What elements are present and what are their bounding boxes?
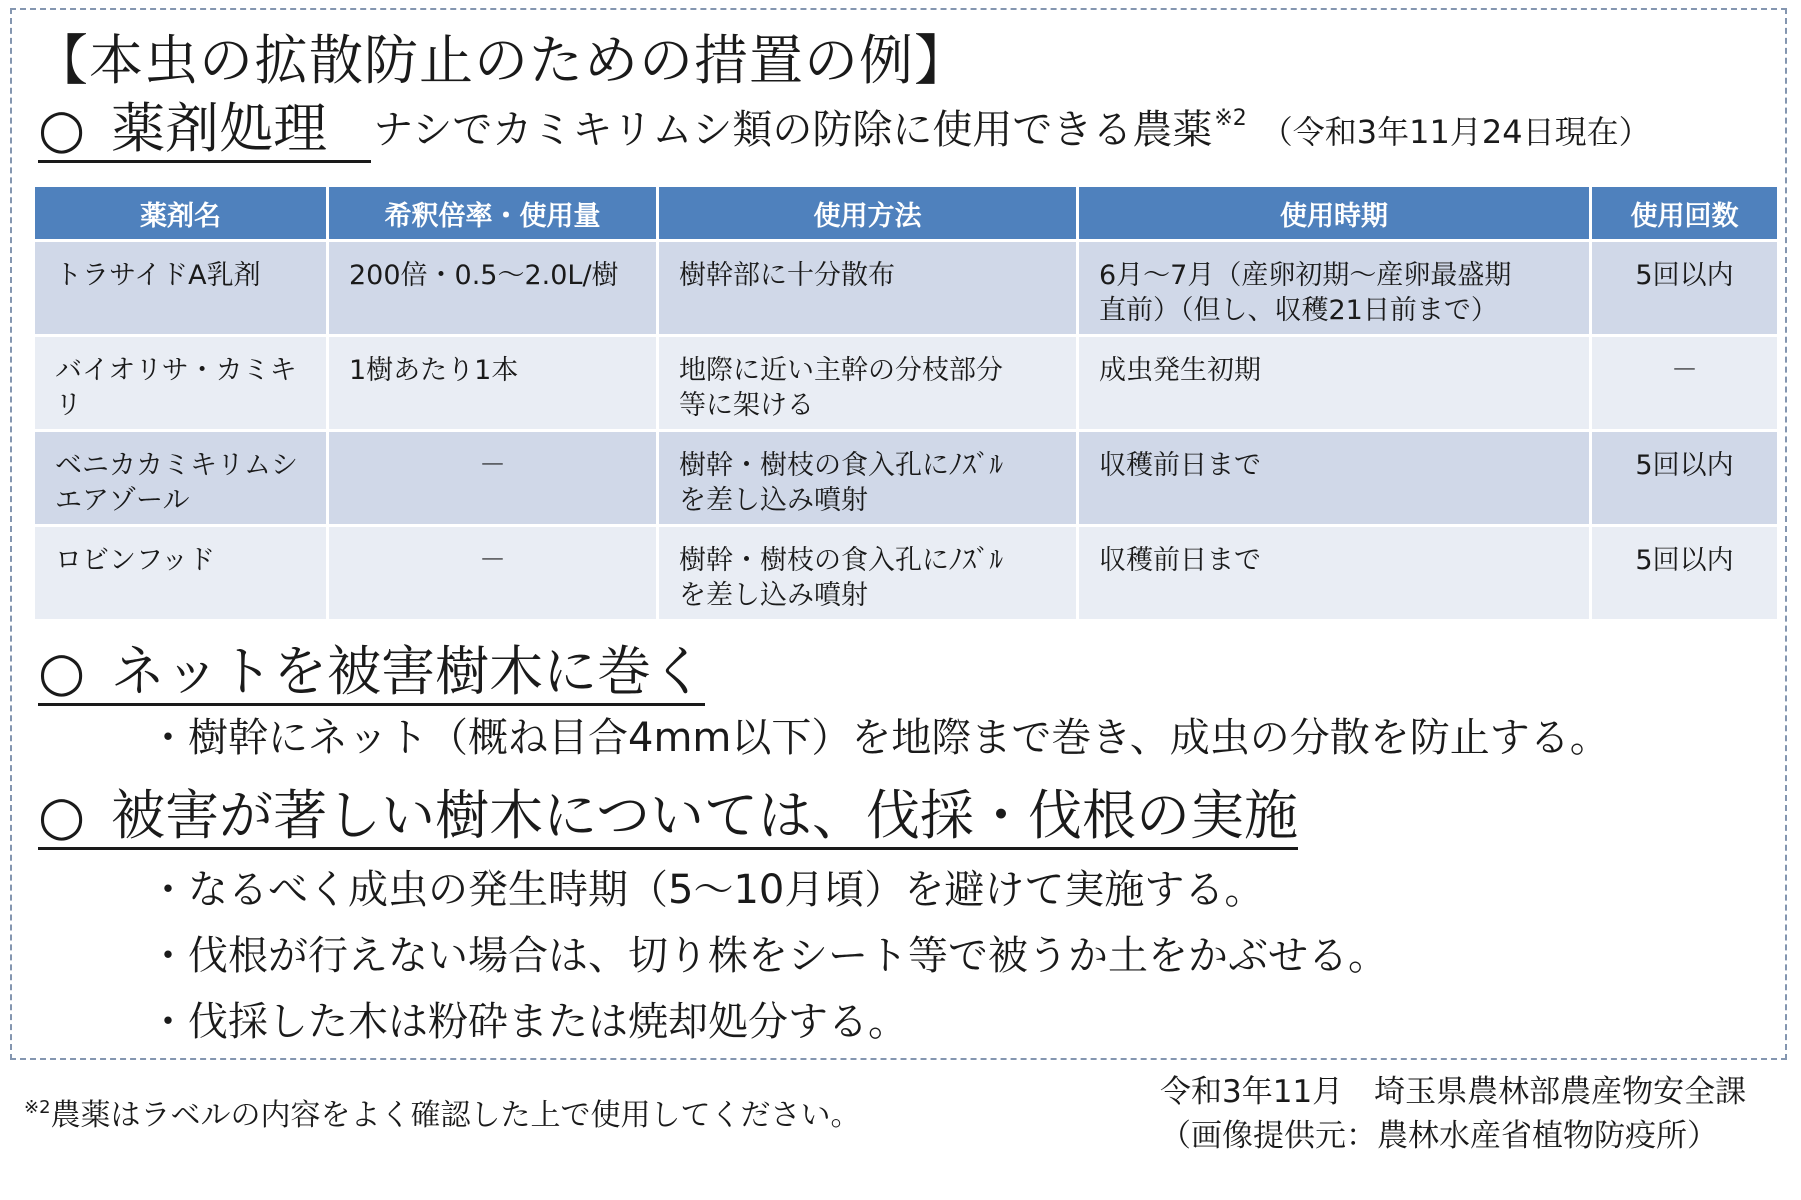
table-header-row (35, 187, 1777, 239)
cell-line: 5回以内 (1635, 260, 1734, 291)
cell-line: 地際に近い主幹の分枝部分 (679, 355, 1003, 386)
cell-chemical-name (35, 337, 326, 429)
pesticide-table (32, 184, 1780, 622)
cell-line: 200倍・0.5～2.0L/樹 (349, 260, 619, 291)
cell-line: 等に架ける (679, 390, 814, 421)
cell-count (1592, 337, 1777, 429)
cell-line: 5回以内 (1635, 545, 1734, 576)
cell-chemical-name (35, 242, 326, 334)
cell-line: 成虫発生初期 (1099, 355, 1261, 386)
cell-timing (1079, 242, 1589, 334)
cell-line: － (479, 450, 506, 481)
cell-count (1592, 242, 1777, 334)
credit-block (1160, 1070, 1746, 1158)
section-heading (38, 642, 705, 706)
circle-bullet: ○ (38, 784, 86, 847)
circle-bullet: ○ (38, 640, 86, 703)
section-subtitle (373, 98, 1650, 155)
header-timing: 使用時期 (1079, 187, 1589, 239)
section-heading-text: 薬剤処理 (111, 97, 328, 160)
as-of-date: （令和3年11月24日現在） (1260, 113, 1651, 151)
cell-count (1592, 527, 1777, 619)
section-heading (38, 786, 1298, 850)
bullet-item: ・伐採した木は粉砕または焼却処分する。 (148, 999, 908, 1045)
table-row (35, 337, 1777, 429)
section-heading-text: 被害が著しい樹木については、伐採・伐根の実施 (111, 784, 1299, 847)
footnote-mark: ※2 (24, 1097, 51, 1118)
header-method: 使用方法 (659, 187, 1076, 239)
cell-count (1592, 432, 1777, 524)
subtitle-text: ナシでカミキリムシ類の防除に使用できる農薬 (373, 107, 1213, 153)
cell-timing (1079, 432, 1589, 524)
cell-line: ベニカカミキリムシ (55, 450, 298, 481)
cell-line: を差し込み噴射 (679, 485, 868, 516)
cell-line: ロビンフッド (55, 545, 216, 576)
bullet-item: ・なるべく成虫の発生時期（5～10月頃）を避けて実施する。 (148, 867, 1265, 913)
cell-line: 樹幹部に十分散布 (679, 260, 895, 291)
footnote-text: 農薬はラベルの内容をよく確認した上で使用してください。 (50, 1098, 861, 1133)
bullet-item: ・伐根が行えない場合は、切り株をシート等で被うか土をかぶせる。 (148, 933, 1388, 979)
cell-method (659, 432, 1076, 524)
cell-line: 樹幹・樹枝の食入孔にﾉｽﾞﾙ (679, 450, 1003, 481)
section-felling (38, 786, 1778, 850)
table-row (35, 432, 1777, 524)
cell-method (659, 242, 1076, 334)
header-dilution: 希釈倍率・使用量 (329, 187, 656, 239)
cell-method (659, 527, 1076, 619)
cell-dilution (329, 527, 656, 619)
cell-line: 収穫前日まで (1099, 450, 1261, 481)
section-chemical-treatment (38, 98, 1778, 163)
note-mark: ※2 (1214, 106, 1247, 131)
cell-line: 収穫前日まで (1099, 545, 1261, 576)
table-row (35, 527, 1777, 619)
cell-dilution (329, 242, 656, 334)
cell-line: 6月～7月（産卵初期～産卵最盛期 (1099, 260, 1512, 291)
cell-line: を差し込み噴射 (679, 580, 868, 611)
header-chemical-name: 薬剤名 (35, 187, 326, 239)
cell-dilution (329, 432, 656, 524)
header-count: 使用回数 (1592, 187, 1777, 239)
section-heading-text: ネットを被害樹木に巻く (111, 640, 706, 703)
cell-line: 1樹あたり1本 (349, 355, 519, 386)
cell-line: 直前）（但し、収穫21日前まで） (1099, 295, 1498, 326)
cell-chemical-name (35, 527, 326, 619)
cell-chemical-name (35, 432, 326, 524)
credit-line: （画像提供元：農林水産省植物防疫所） (1160, 1118, 1718, 1154)
section-net-wrap (38, 642, 1778, 706)
cell-dilution (329, 337, 656, 429)
cell-line: エアゾール (55, 485, 190, 516)
cell-line: 樹幹・樹枝の食入孔にﾉｽﾞﾙ (679, 545, 1003, 576)
circle-bullet: ○ (38, 97, 86, 160)
bullet-item: ・樹幹にネット（概ね目合4mm以下）を地際まで巻き、成虫の分散を防止する。 (148, 715, 1610, 761)
cell-line: 5回以内 (1635, 450, 1734, 481)
cell-line: － (479, 545, 506, 576)
footnote (24, 1090, 861, 1134)
cell-method (659, 337, 1076, 429)
table-row (35, 242, 1777, 334)
cell-timing (1079, 337, 1589, 429)
page-title: 【本虫の拡散防止のための措置の例】 (34, 29, 969, 92)
cell-line: － (1671, 355, 1698, 386)
cell-timing (1079, 527, 1589, 619)
section-heading (38, 99, 371, 163)
cell-line: バイオリサ・カミキリ (55, 355, 297, 421)
credit-line: 令和3年11月 埼玉県農林部農産物安全課 (1160, 1074, 1747, 1110)
cell-line: トラサイドA乳剤 (55, 260, 261, 291)
